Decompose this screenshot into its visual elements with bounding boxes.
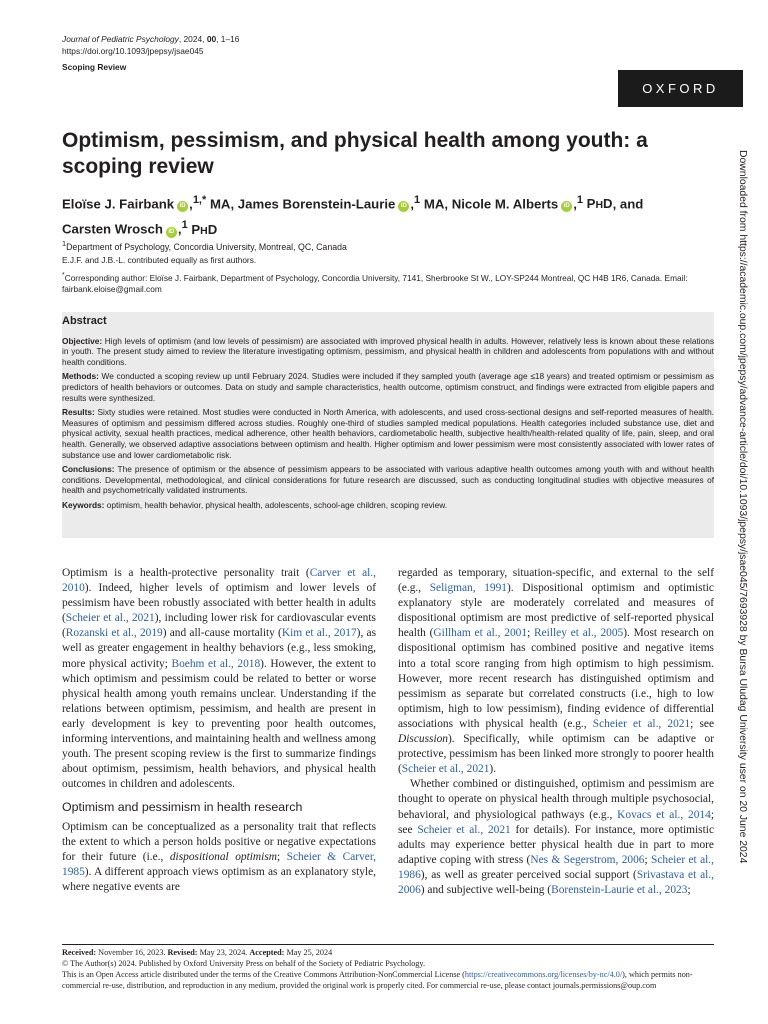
orcid-icon[interactable]: iD [177, 201, 188, 212]
author-degree: PHD [582, 196, 613, 212]
citation-link[interactable]: Srivastava et al., 2006 [398, 868, 714, 896]
body-column-right [398, 566, 714, 898]
author-name: Eloïse J. Fairbank [62, 196, 175, 212]
citation-link[interactable]: Kovacs et al., 2014 [617, 808, 711, 821]
author-list: Eloïse J. Fairbank iD ,$^{1,*}$ MA, James Borenstein-Laurie iD ,$^1$ MA, Nicole M. Alberts iD ,$^1$ PHD, and Carsten Wrosch iD ,$^1$ PHD [62, 194, 644, 237]
body-column-left [62, 566, 376, 895]
citation-link[interactable]: Seligman, 1991 [429, 582, 508, 595]
abstract-conclusions: Conclusions: The presence of optimism or the absence of pessimism appears to be associated with various adaptive health outcomes among youth with and without health conditions. Developmental, methodological, and clinical considerations for future research are discussed, such as conducting longitudinal studies with objective measures of health and psychometrically validated instruments. [62, 464, 715, 496]
author-name: Nicole M. Alberts [451, 196, 559, 212]
paragraph: Optimism can be conceptualized as a personality trait that reflects the extent to which a person holds positive or negative expectations for their future (i.e., dispositional optimism; Scheier & Carver, 1985). A different approach views optimism as an explanatory style, where negative events are [62, 820, 377, 893]
license-link[interactable]: https://creativecommons.org/licenses/by-nc/4.0/ [464, 970, 623, 979]
author-conjunction: and [619, 196, 644, 212]
author-affiliation-mark: 1 [181, 219, 188, 232]
copyright-line: © The Author(s) 2024. Published by Oxford University Press on behalf of the Society of Pediatric Psychology. [62, 959, 426, 968]
citation-link[interactable]: Scheier et al., 2021 [65, 612, 155, 625]
citation-link[interactable]: Scheier & Carver, 1985 [62, 850, 377, 878]
footer-divider [62, 944, 714, 945]
orcid-icon[interactable]: iD [398, 201, 409, 212]
citation-link[interactable]: Scheier et al., 2021 [592, 717, 691, 730]
citation-link[interactable]: Carver et al., 2010 [62, 567, 376, 595]
page-title: Optimism, pessimism, and physical health among youth: a scoping review [62, 129, 648, 178]
journal-citation: Journal of Pediatric Psychology, 2024, 00, 1–16 [62, 34, 240, 44]
orcid-icon[interactable]: iD [166, 227, 177, 238]
paragraph: Whether combined or distinguished, optimism and pessimism are thought to operate on physical health through multiple psychosocial, behavioral, and physiological pathways (e.g., Kovacs et al., 2014; see Scheier et al., 2021 for details). For instance, more optimistic adults may experience better physical health due in part to more adaptive coping with stress (Nes & Segerstrom, 2006; Scheier et al., 1986), as well as greater perceived social support (Srivastava et al., 2006) and subjective well-being (Borenstein-Laurie et al., 2023; [398, 778, 714, 896]
paragraph: Optimism is a health-protective personality trait (Carver et al., 2010). Indeed, higher levels of optimism and lower levels of pessimism have been robustly associated with better health in adults (Scheier et al., 2021), including lower risk for cardiovascular events (Rozanski et al., 2019) and all-cause mortality (Kim et al., 2017), as well as greater engagement in healthy behaviors (e.g., less smoking, more physical activity; Boehm et al., 2018). However, the extent to which optimism and pessimism could be related to better or worse physical health among youth remains unclear. Understanding if the relations between optimism, pessimism, and health are present in early development is key to preventing poor health outcomes, informing interventions, and maintaining health and wellness among youth. The present scoping review is the first to summarize findings about optimism, pessimism, health behaviors, and physical health outcomes in children and adolescents. [62, 567, 377, 791]
oxford-logo: OXFORD [618, 70, 743, 107]
citation-link[interactable]: Reilley et al., 2005 [534, 627, 624, 640]
author-affiliation-mark: 1,* [192, 194, 207, 206]
license-line: This is an Open Access article distributed under the terms of the Creative Commons Attribution-NonCommercial License (https://creativecommons.org/licenses/by-nc/4.0/), which permits non-commercial re-use, distribution, and reproduction in any medium, provided the original work is properly cited. For commercial re-use, please contact journals.permissions@oup.com [62, 970, 693, 990]
citation-link[interactable]: Gillham et al., 2001 [433, 627, 528, 640]
corresponding-author: *Corresponding author: Eloïse J. Fairbank, Department of Psychology, Concordia University, 7141, Sherbrooke St W., LOY-SP244 Montreal, QC H4B 1R6, Canada. Email: fairbank.eloise@gmail.com [62, 272, 688, 294]
citation-link[interactable]: Nes & Segerstrom, 2006 [530, 853, 645, 866]
dates-line: Received: November 16, 2023. Revised: May 23, 2024. Accepted: May 25, 2024 [62, 948, 333, 957]
citation-link[interactable]: Rozanski et al., 2019 [65, 627, 163, 640]
download-watermark: Downloaded from https://academic.oup.com/jpepsy/advance-article/doi/10.1093/jpepsy/jsae045/7693928 by Bursa Uludag University user on 20 June 2024 [737, 150, 748, 864]
author-affiliation-mark: 1 [576, 194, 583, 206]
author-affiliation-mark: 1 [414, 194, 421, 206]
orcid-icon[interactable]: iD [561, 201, 572, 212]
citation-link[interactable]: Scheier et al., 2021 [401, 763, 490, 776]
footer-notes [62, 947, 712, 991]
author-name: James Borenstein-Laurie [237, 196, 396, 212]
doi-link[interactable]: https://doi.org/10.1093/jpepsy/jsae045 [62, 46, 204, 56]
section-heading: Optimism and pessimism in health research [62, 800, 303, 815]
equal-contribution-note: E.J.F. and J.B.-L. contributed equally as first authors. [62, 255, 257, 265]
citation-link[interactable]: Borenstein-Laurie et al., 2023 [551, 883, 688, 896]
abstract [62, 316, 714, 515]
author-degree: PHD [187, 221, 218, 237]
author-degree: MA [206, 196, 231, 212]
paragraph: regarded as temporary, situation-specific, and external to the self (e.g., Seligman, 1991). Dispositional optimism and optimistic explanatory style are moderately correlated and measures of dispositional optimism are most predictive of self-reported physical health (Gillham et al., 2001; Reilley et al., 2005). Most research on dispositional optimism has combined positive and negative items into a total score ranging from high optimism to high pessimism. However, more recent research has distinguished optimism and pessimism as separate but correlated constructs (i.e., high to low optimism, high to low pessimism), finding evidence of differential associations with physical health (e.g., Scheier et al., 2021; see Discussion). Specifically, while optimism can be adaptive or protective, pessimism has been linked more strongly to poorer health (Scheier et al., 2021). [398, 567, 715, 776]
abstract-results: Results: Sixty studies were retained. Most studies were conducted in North America, with adolescents, and used cross-sectional designs and self-reported measures of health. Measures of optimism and pessimism differed across studies. Roughly one-third of studies sampled medical populations. Health categories included substance use, diet and physical activity, sexual health practices, medical adherence, other health behaviors, cardiometabolic health, subjective health/health-related quality of life, pain, sleep, and oral health. Generally, we observed adaptive associations between optimism and health. Higher optimism and lower pessimism were most consistently associated with lower rates of substance use and lower cardiometabolic risk. [62, 407, 714, 460]
citation-link[interactable]: Kim et al., 2017 [281, 627, 357, 640]
author-degree: MA [420, 196, 445, 212]
abstract-methods: Methods: We conducted a scoping review up until February 2024. Studies were included if they sampled youth (average age ≤18 years) and treated optimism or pessimism as predictors of health behaviors or outcomes. Data on study and sample characteristics, health outcome, optimism construct, and findings were extracted from eligible papers and results were synthesized. [62, 371, 714, 403]
author-name: Carsten Wrosch [62, 221, 163, 237]
affiliation: $^1$Department of Psychology, Concordia University, Montreal, QC, Canada [62, 239, 347, 252]
citation-link[interactable]: Scheier et al., 2021 [417, 823, 511, 836]
citation-link[interactable]: Boehm et al., 2018 [171, 657, 261, 670]
citation-link[interactable]: Scheier et al., 1986 [398, 853, 714, 881]
abstract-objective: Objective: High levels of optimism (and low levels of pessimism) are associated with improved physical health in adults. However, relatively less is known about these relations in youth. The present study aimed to review the literature investigating optimism, pessimism, and physical health in children and adolescents from populations with and without health conditions. [62, 335, 714, 367]
abstract-heading: Abstract [62, 315, 107, 327]
article-type: Scoping Review [62, 62, 127, 72]
abstract-keywords: Keywords: optimism, health behavior, physical health, adolescents, school-age children, scoping review. [62, 499, 448, 510]
